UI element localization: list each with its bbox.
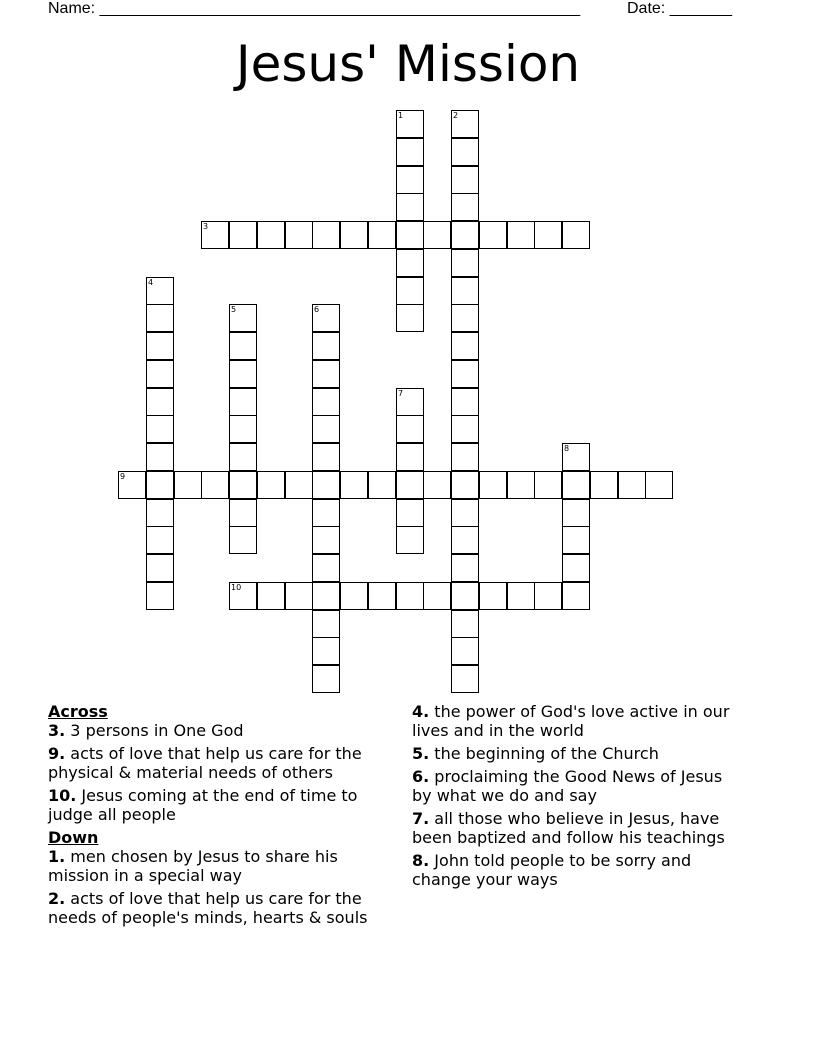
grid-cell[interactable] — [618, 471, 646, 499]
grid-cell[interactable] — [451, 499, 479, 527]
grid-cell[interactable] — [312, 221, 340, 249]
grid-cell[interactable] — [146, 582, 174, 610]
grid-cell[interactable] — [562, 471, 590, 499]
clue-text: acts of love that help us care for the needs of people's minds, hearts & souls — [48, 889, 368, 927]
grid-cell[interactable] — [312, 360, 340, 388]
clue-number: 3 — [203, 222, 209, 231]
grid-cell[interactable] — [396, 193, 424, 221]
grid-cell[interactable] — [312, 471, 340, 499]
grid-cell[interactable] — [451, 277, 479, 305]
grid-cell[interactable] — [423, 221, 451, 249]
grid-cell[interactable] — [534, 221, 562, 249]
grid-cell[interactable] — [423, 582, 451, 610]
grid-cell[interactable] — [340, 582, 368, 610]
grid-cell[interactable] — [312, 499, 340, 527]
grid-cell[interactable] — [174, 471, 202, 499]
across-clue-list — [48, 721, 400, 824]
grid-cell[interactable] — [507, 471, 535, 499]
grid-cell[interactable] — [451, 415, 479, 443]
clue-text: acts of love that help us care for the physical & material needs of others — [48, 744, 362, 782]
clue-text: the beginning of the Church — [429, 744, 659, 763]
grid-cell[interactable] — [590, 471, 618, 499]
grid-cell[interactable] — [201, 221, 229, 249]
grid-cell[interactable] — [451, 249, 479, 277]
grid-cell[interactable] — [396, 499, 424, 527]
grid-cell[interactable] — [396, 526, 424, 554]
clue-item — [412, 702, 742, 740]
grid-cell[interactable] — [229, 221, 257, 249]
grid-cell[interactable] — [229, 332, 257, 360]
grid-cell[interactable] — [562, 443, 590, 471]
clue-text: Jesus coming at the end of time to judge all people — [48, 786, 358, 824]
grid-cell[interactable] — [451, 360, 479, 388]
grid-cell[interactable] — [312, 582, 340, 610]
grid-cell[interactable] — [312, 304, 340, 332]
grid-cell[interactable] — [396, 471, 424, 499]
grid-cell[interactable] — [229, 360, 257, 388]
across-heading: Across — [48, 702, 108, 721]
grid-cell[interactable] — [340, 471, 368, 499]
grid-cell[interactable] — [396, 304, 424, 332]
grid-cell[interactable] — [534, 471, 562, 499]
down-clue-list — [48, 847, 400, 927]
clues-left-column — [48, 702, 400, 931]
grid-cell[interactable] — [312, 415, 340, 443]
clue-num: 9. — [48, 744, 66, 763]
grid-cell[interactable] — [451, 554, 479, 582]
clue-number: 6 — [314, 305, 320, 314]
clue-number: 2 — [453, 111, 459, 120]
date-field[interactable]: Date: _______ — [627, 0, 732, 17]
grid-cell[interactable] — [229, 443, 257, 471]
page-title: Jesus' Mission — [235, 35, 581, 93]
grid-cell[interactable] — [645, 471, 673, 499]
grid-cell[interactable] — [312, 610, 340, 638]
grid-cell[interactable] — [229, 526, 257, 554]
grid-cell[interactable] — [229, 582, 257, 610]
grid-cell[interactable] — [507, 221, 535, 249]
clue-num: 10. — [48, 786, 77, 805]
grid-cell[interactable] — [479, 221, 507, 249]
grid-cell[interactable] — [396, 443, 424, 471]
grid-cell[interactable] — [507, 582, 535, 610]
grid-cell[interactable] — [451, 166, 479, 194]
clue-text: men chosen by Jesus to share his mission in a special way — [48, 847, 338, 885]
grid-cell[interactable] — [451, 610, 479, 638]
grid-cell[interactable] — [146, 443, 174, 471]
grid-cell[interactable] — [451, 471, 479, 499]
grid-cell[interactable] — [562, 221, 590, 249]
down-clue-list-continued — [412, 702, 742, 889]
clue-text: John told people to be sorry and change your ways — [412, 851, 692, 889]
grid-cell[interactable] — [312, 443, 340, 471]
clue-item — [48, 889, 400, 927]
clue-num: 4. — [412, 702, 430, 721]
grid-cell[interactable] — [146, 332, 174, 360]
grid-cell[interactable] — [396, 110, 424, 138]
grid-cell[interactable] — [201, 471, 229, 499]
clue-number: 8 — [564, 444, 570, 453]
clue-item — [412, 744, 742, 763]
grid-cell[interactable] — [396, 277, 424, 305]
down-heading: Down — [48, 828, 99, 847]
grid-cell[interactable] — [396, 138, 424, 166]
clue-text: 3 persons in One God — [65, 721, 244, 740]
grid-cell[interactable] — [146, 554, 174, 582]
grid-cell[interactable] — [229, 499, 257, 527]
grid-cell[interactable] — [146, 360, 174, 388]
clue-item — [412, 809, 742, 847]
grid-cell[interactable] — [229, 304, 257, 332]
grid-cell[interactable] — [146, 415, 174, 443]
clue-item — [48, 721, 400, 740]
grid-cell[interactable] — [229, 471, 257, 499]
clue-num: 5. — [412, 744, 430, 763]
grid-cell[interactable] — [257, 221, 285, 249]
grid-cell[interactable] — [562, 499, 590, 527]
grid-cell[interactable] — [368, 471, 396, 499]
clues-right-column — [412, 702, 742, 893]
grid-cell[interactable] — [146, 526, 174, 554]
grid-cell[interactable] — [396, 388, 424, 416]
clue-item — [48, 847, 400, 885]
grid-cell[interactable] — [312, 637, 340, 665]
grid-cell[interactable] — [368, 582, 396, 610]
grid-cell[interactable] — [451, 665, 479, 693]
grid-cell[interactable] — [146, 277, 174, 305]
grid-cell[interactable] — [396, 415, 424, 443]
grid-cell[interactable] — [285, 221, 313, 249]
grid-cell[interactable] — [257, 582, 285, 610]
grid-cell[interactable] — [396, 166, 424, 194]
grid-cell[interactable] — [451, 304, 479, 332]
grid-cell[interactable] — [423, 471, 451, 499]
grid-cell[interactable] — [368, 221, 396, 249]
clue-text: all those who believe in Jesus, have been baptized and follow his teachings — [412, 809, 725, 847]
grid-cell[interactable] — [229, 388, 257, 416]
grid-cell[interactable] — [146, 304, 174, 332]
clue-num: 7. — [412, 809, 430, 828]
grid-cell[interactable] — [479, 471, 507, 499]
clue-number: 5 — [231, 305, 237, 314]
clue-number: 1 — [398, 111, 404, 120]
grid-cell[interactable] — [396, 582, 424, 610]
grid-cell[interactable] — [451, 193, 479, 221]
grid-cell[interactable] — [451, 637, 479, 665]
grid-cell[interactable] — [479, 582, 507, 610]
grid-cell[interactable] — [257, 471, 285, 499]
grid-cell[interactable] — [396, 221, 424, 249]
name-field[interactable]: Name: ______________________________________________________ — [48, 0, 581, 17]
grid-cell[interactable] — [451, 388, 479, 416]
clue-item — [412, 767, 742, 805]
clue-text: proclaiming the Good News of Jesus by what we do and say — [412, 767, 723, 805]
clue-num: 3. — [48, 721, 66, 740]
grid-cell[interactable] — [146, 388, 174, 416]
clue-num: 2. — [48, 889, 66, 908]
grid-cell[interactable] — [312, 526, 340, 554]
grid-cell[interactable] — [312, 554, 340, 582]
clue-num: 6. — [412, 767, 430, 786]
grid-cell[interactable] — [285, 471, 313, 499]
grid-cell[interactable] — [146, 471, 174, 499]
grid-cell[interactable] — [229, 415, 257, 443]
grid-cell[interactable] — [312, 388, 340, 416]
clue-num: 8. — [412, 851, 430, 870]
grid-cell[interactable] — [451, 582, 479, 610]
grid-cell[interactable] — [451, 443, 479, 471]
grid-cell[interactable] — [562, 582, 590, 610]
grid-cell[interactable] — [451, 138, 479, 166]
clue-item — [48, 744, 400, 782]
grid-cell[interactable] — [146, 499, 174, 527]
grid-cell[interactable] — [534, 582, 562, 610]
grid-cell[interactable] — [451, 332, 479, 360]
grid-cell[interactable] — [451, 221, 479, 249]
grid-cell[interactable] — [451, 526, 479, 554]
grid-cell[interactable] — [562, 526, 590, 554]
clue-number: 10 — [231, 583, 242, 592]
grid-cell[interactable] — [312, 332, 340, 360]
grid-cell[interactable] — [118, 471, 146, 499]
clue-item — [412, 851, 742, 889]
grid-cell[interactable] — [340, 221, 368, 249]
clue-text: the power of God's love active in our lives and in the world — [412, 702, 730, 740]
grid-cell[interactable] — [312, 665, 340, 693]
clue-number: 7 — [398, 389, 404, 398]
clue-number: 4 — [148, 278, 154, 287]
grid-cell[interactable] — [396, 249, 424, 277]
grid-cell[interactable] — [562, 554, 590, 582]
clue-num: 1. — [48, 847, 66, 866]
clue-number: 9 — [120, 472, 126, 481]
clue-item — [48, 786, 400, 824]
grid-cell[interactable] — [451, 110, 479, 138]
grid-cell[interactable] — [285, 582, 313, 610]
